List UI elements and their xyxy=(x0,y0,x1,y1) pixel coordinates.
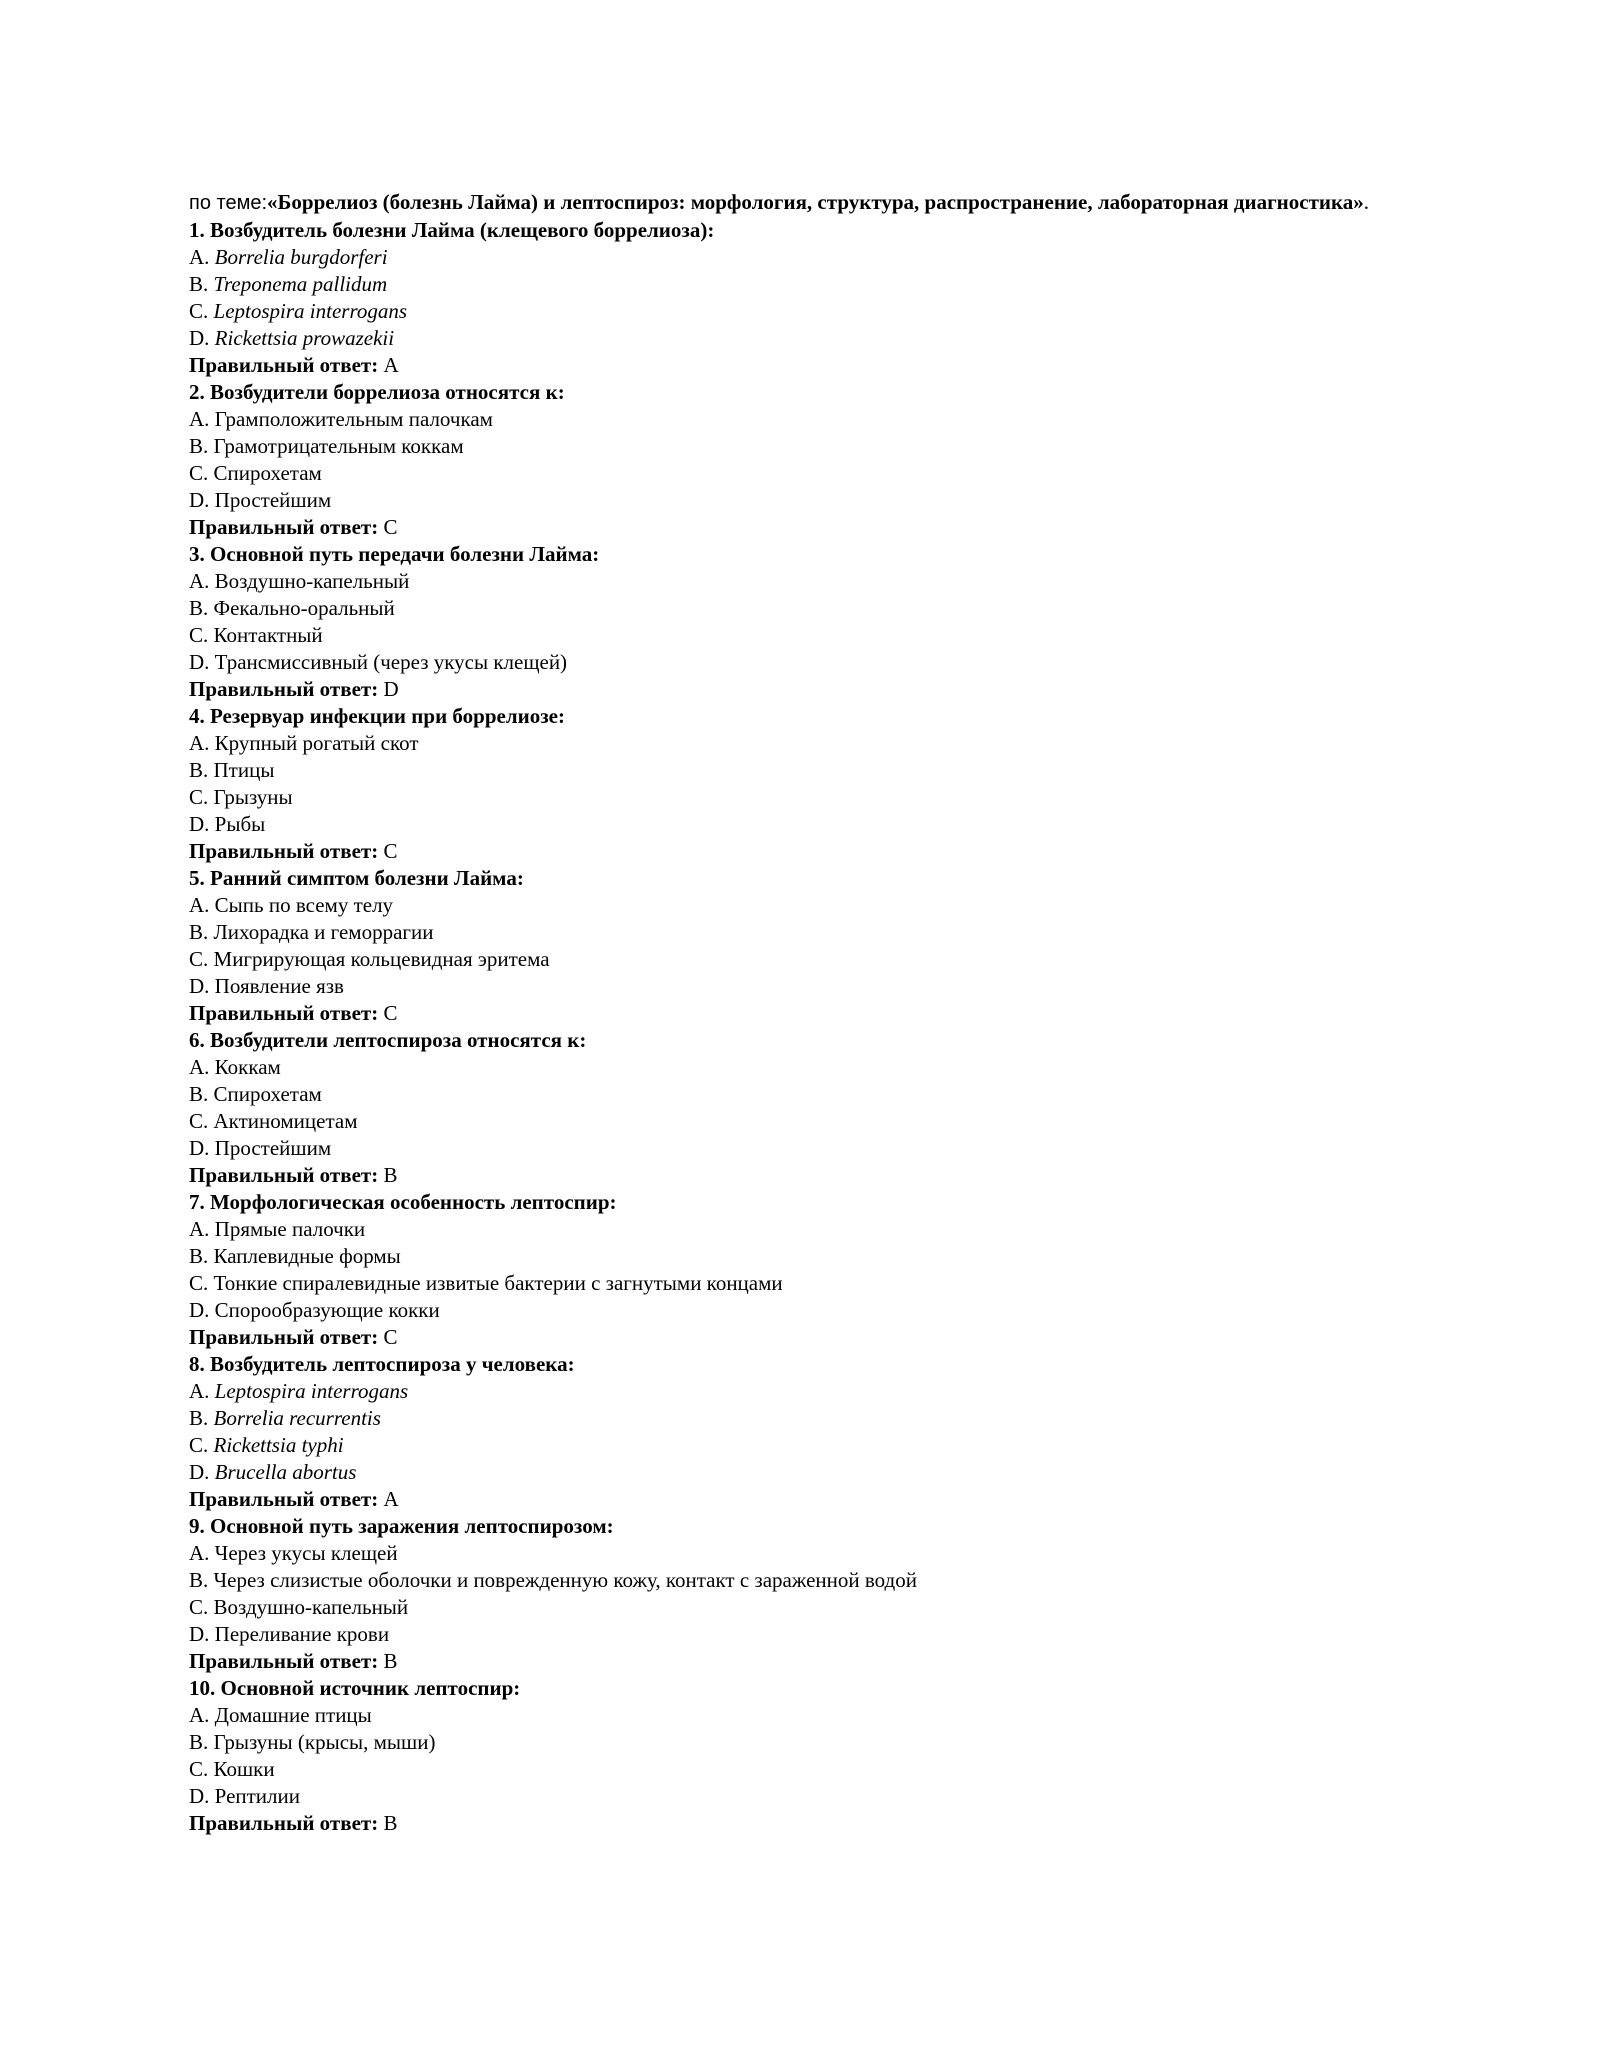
correct-answer-label: Правильный ответ: xyxy=(189,515,379,539)
answer-option xyxy=(189,1729,1419,1756)
correct-answer-value: A xyxy=(383,1487,399,1511)
option-letter: D. xyxy=(189,1622,210,1646)
option-letter: D. xyxy=(189,1460,210,1484)
question-block xyxy=(189,379,1419,541)
correct-answer-value: B xyxy=(383,1811,398,1835)
option-text: Грамотрицательным коккам xyxy=(213,434,464,458)
option-letter: B. xyxy=(189,758,209,782)
question-block xyxy=(189,1513,1419,1675)
question-block xyxy=(189,217,1419,379)
option-letter: C. xyxy=(189,947,209,971)
option-letter: B. xyxy=(189,920,209,944)
option-letter: B. xyxy=(189,1730,209,1754)
option-letter: A. xyxy=(189,1379,210,1403)
question-text: 10. Основной источник лептоспир: xyxy=(189,1676,521,1700)
correct-answer xyxy=(189,1486,1419,1513)
answer-option xyxy=(189,1270,1419,1297)
option-letter: A. xyxy=(189,893,210,917)
answer-option xyxy=(189,1459,1419,1486)
correct-answer-label: Правильный ответ: xyxy=(189,353,379,377)
option-text: Воздушно-капельный xyxy=(214,569,410,593)
correct-answer xyxy=(189,1324,1419,1351)
question-block xyxy=(189,541,1419,703)
answer-option xyxy=(189,1702,1419,1729)
option-text: Спирохетам xyxy=(213,1082,322,1106)
option-letter: C. xyxy=(189,1433,209,1457)
correct-answer-value: C xyxy=(383,515,398,539)
correct-answer-label: Правильный ответ: xyxy=(189,1487,379,1511)
answer-option xyxy=(189,433,1419,460)
question-list xyxy=(189,217,1419,1837)
document-page xyxy=(189,189,1419,1837)
answer-option xyxy=(189,460,1419,487)
option-letter: A. xyxy=(189,1217,210,1241)
option-letter: B. xyxy=(189,596,209,620)
answer-option xyxy=(189,730,1419,757)
option-text: Коккам xyxy=(214,1055,281,1079)
correct-answer xyxy=(189,1000,1419,1027)
correct-answer xyxy=(189,1810,1419,1837)
question-block xyxy=(189,1189,1419,1351)
answer-option xyxy=(189,1081,1419,1108)
option-letter: B. xyxy=(189,1244,209,1268)
option-text: Грамположительным палочкам xyxy=(214,407,493,431)
option-letter: C. xyxy=(189,1271,209,1295)
correct-answer xyxy=(189,1162,1419,1189)
document-header xyxy=(189,189,1419,217)
correct-answer-label: Правильный ответ: xyxy=(189,1649,379,1673)
answer-option xyxy=(189,595,1419,622)
option-letter: D. xyxy=(189,488,210,512)
option-text: Borrelia burgdorferi xyxy=(214,245,388,269)
answer-option xyxy=(189,1243,1419,1270)
question-text: 1. Возбудитель болезни Лайма (клещевого боррелиоза): xyxy=(189,218,715,242)
option-letter: C. xyxy=(189,785,209,809)
correct-answer-value: C xyxy=(383,839,398,863)
correct-answer-label: Правильный ответ: xyxy=(189,1325,379,1349)
correct-answer-label: Правильный ответ: xyxy=(189,677,379,701)
header-prefix: по теме: xyxy=(189,192,267,214)
option-letter: A. xyxy=(189,569,210,593)
header-topic: «Боррелиоз (болезнь Лайма) и лептоспироз: морфология, структура, распространение, лабораторная диагностика» xyxy=(267,190,1364,214)
option-letter: C. xyxy=(189,623,209,647)
option-text: Сыпь по всему телу xyxy=(214,893,394,917)
option-text: Тонкие спиралевидные извитые бактерии с загнутыми концами xyxy=(213,1271,783,1295)
option-text: Рептилии xyxy=(214,1784,301,1808)
option-text: Актиномицетам xyxy=(213,1109,358,1133)
option-letter: B. xyxy=(189,272,209,296)
correct-answer-value: A xyxy=(383,353,399,377)
question-text: 3. Основной путь передачи болезни Лайма: xyxy=(189,542,600,566)
answer-option xyxy=(189,1756,1419,1783)
answer-option xyxy=(189,298,1419,325)
option-text: Через слизистые оболочки и поврежденную кожу, контакт с зараженной водой xyxy=(213,1568,917,1592)
option-text: Прямые палочки xyxy=(214,1217,366,1241)
correct-answer xyxy=(189,676,1419,703)
option-text: Крупный рогатый скот xyxy=(214,731,419,755)
option-letter: C. xyxy=(189,1757,209,1781)
option-letter: B. xyxy=(189,1568,209,1592)
answer-option xyxy=(189,1432,1419,1459)
option-text: Brucella abortus xyxy=(214,1460,357,1484)
question-text: 5. Ранний симптом болезни Лайма: xyxy=(189,866,524,890)
option-text: Кошки xyxy=(213,1757,275,1781)
answer-option xyxy=(189,757,1419,784)
answer-option xyxy=(189,973,1419,1000)
option-letter: A. xyxy=(189,407,210,431)
option-letter: D. xyxy=(189,974,210,998)
answer-option xyxy=(189,1594,1419,1621)
option-text: Мигрирующая кольцевидная эритема xyxy=(213,947,550,971)
option-letter: A. xyxy=(189,731,210,755)
option-text: Спирохетам xyxy=(213,461,322,485)
answer-option xyxy=(189,784,1419,811)
option-text: Спорообразующие кокки xyxy=(214,1298,440,1322)
question-block xyxy=(189,865,1419,1027)
option-text: Лихорадка и геморрагии xyxy=(213,920,434,944)
option-text: Трансмиссивный (через укусы клещей) xyxy=(214,650,568,674)
option-text: Treponema pallidum xyxy=(213,272,388,296)
option-text: Птицы xyxy=(213,758,275,782)
answer-option xyxy=(189,1621,1419,1648)
option-text: Rickettsia typhi xyxy=(213,1433,344,1457)
option-letter: C. xyxy=(189,1595,209,1619)
question-text: 9. Основной путь заражения лептоспирозом: xyxy=(189,1514,614,1538)
question-text: 8. Возбудитель лептоспироза у человека: xyxy=(189,1352,575,1376)
answer-option xyxy=(189,568,1419,595)
answer-option xyxy=(189,1216,1419,1243)
answer-option xyxy=(189,325,1419,352)
option-letter: D. xyxy=(189,812,210,836)
answer-option xyxy=(189,271,1419,298)
option-text: Через укусы клещей xyxy=(214,1541,398,1565)
option-text: Рыбы xyxy=(214,812,266,836)
option-letter: B. xyxy=(189,434,209,458)
correct-answer-value: C xyxy=(383,1001,398,1025)
option-letter: D. xyxy=(189,1136,210,1160)
question-text: 7. Морфологическая особенность лептоспир: xyxy=(189,1190,617,1214)
option-text: Появление язв xyxy=(214,974,344,998)
answer-option xyxy=(189,946,1419,973)
question-block xyxy=(189,1675,1419,1837)
option-text: Простейшим xyxy=(214,1136,332,1160)
answer-option xyxy=(189,1108,1419,1135)
question-block xyxy=(189,1027,1419,1189)
answer-option xyxy=(189,406,1419,433)
question-text: 2. Возбудители боррелиоза относятся к: xyxy=(189,380,565,404)
answer-option xyxy=(189,487,1419,514)
question-block xyxy=(189,1351,1419,1513)
answer-option xyxy=(189,1783,1419,1810)
answer-option xyxy=(189,811,1419,838)
option-letter: D. xyxy=(189,326,210,350)
correct-answer xyxy=(189,352,1419,379)
option-letter: D. xyxy=(189,1784,210,1808)
option-letter: D. xyxy=(189,650,210,674)
option-text: Переливание крови xyxy=(214,1622,390,1646)
option-letter: A. xyxy=(189,1703,210,1727)
option-text: Простейшим xyxy=(214,488,332,512)
option-text: Грызуны (крысы, мыши) xyxy=(213,1730,436,1754)
answer-option xyxy=(189,1297,1419,1324)
correct-answer xyxy=(189,1648,1419,1675)
option-letter: B. xyxy=(189,1406,209,1430)
option-letter: A. xyxy=(189,245,210,269)
header-suffix: . xyxy=(1363,190,1370,214)
option-text: Домашние птицы xyxy=(214,1703,372,1727)
option-text: Грызуны xyxy=(213,785,293,809)
answer-option xyxy=(189,1378,1419,1405)
option-text: Leptospira interrogans xyxy=(213,299,408,323)
option-text: Фекально-оральный xyxy=(213,596,395,620)
option-letter: A. xyxy=(189,1055,210,1079)
option-text: Rickettsia prowazekii xyxy=(214,326,395,350)
option-letter: B. xyxy=(189,1082,209,1106)
question-text: 6. Возбудители лептоспироза относятся к: xyxy=(189,1028,587,1052)
answer-option xyxy=(189,622,1419,649)
option-text: Каплевидные формы xyxy=(213,1244,401,1268)
question-text: 4. Резервуар инфекции при боррелиозе: xyxy=(189,704,565,728)
answer-option xyxy=(189,892,1419,919)
correct-answer-label: Правильный ответ: xyxy=(189,1811,379,1835)
answer-option xyxy=(189,244,1419,271)
correct-answer-value: B xyxy=(383,1163,398,1187)
answer-option xyxy=(189,1405,1419,1432)
option-letter: A. xyxy=(189,1541,210,1565)
option-letter: D. xyxy=(189,1298,210,1322)
answer-option xyxy=(189,1540,1419,1567)
option-letter: C. xyxy=(189,1109,209,1133)
correct-answer-value: B xyxy=(383,1649,398,1673)
answer-option xyxy=(189,1054,1419,1081)
answer-option xyxy=(189,1135,1419,1162)
option-letter: C. xyxy=(189,299,209,323)
correct-answer xyxy=(189,838,1419,865)
option-letter: C. xyxy=(189,461,209,485)
answer-option xyxy=(189,919,1419,946)
question-block xyxy=(189,703,1419,865)
correct-answer-label: Правильный ответ: xyxy=(189,1163,379,1187)
option-text: Контактный xyxy=(213,623,323,647)
correct-answer-value: C xyxy=(383,1325,398,1349)
correct-answer-value: D xyxy=(383,677,399,701)
option-text: Leptospira interrogans xyxy=(214,1379,409,1403)
answer-option xyxy=(189,1567,1419,1594)
correct-answer-label: Правильный ответ: xyxy=(189,1001,379,1025)
answer-option xyxy=(189,649,1419,676)
correct-answer-label: Правильный ответ: xyxy=(189,839,379,863)
option-text: Воздушно-капельный xyxy=(213,1595,409,1619)
correct-answer xyxy=(189,514,1419,541)
option-text: Borrelia recurrentis xyxy=(213,1406,381,1430)
